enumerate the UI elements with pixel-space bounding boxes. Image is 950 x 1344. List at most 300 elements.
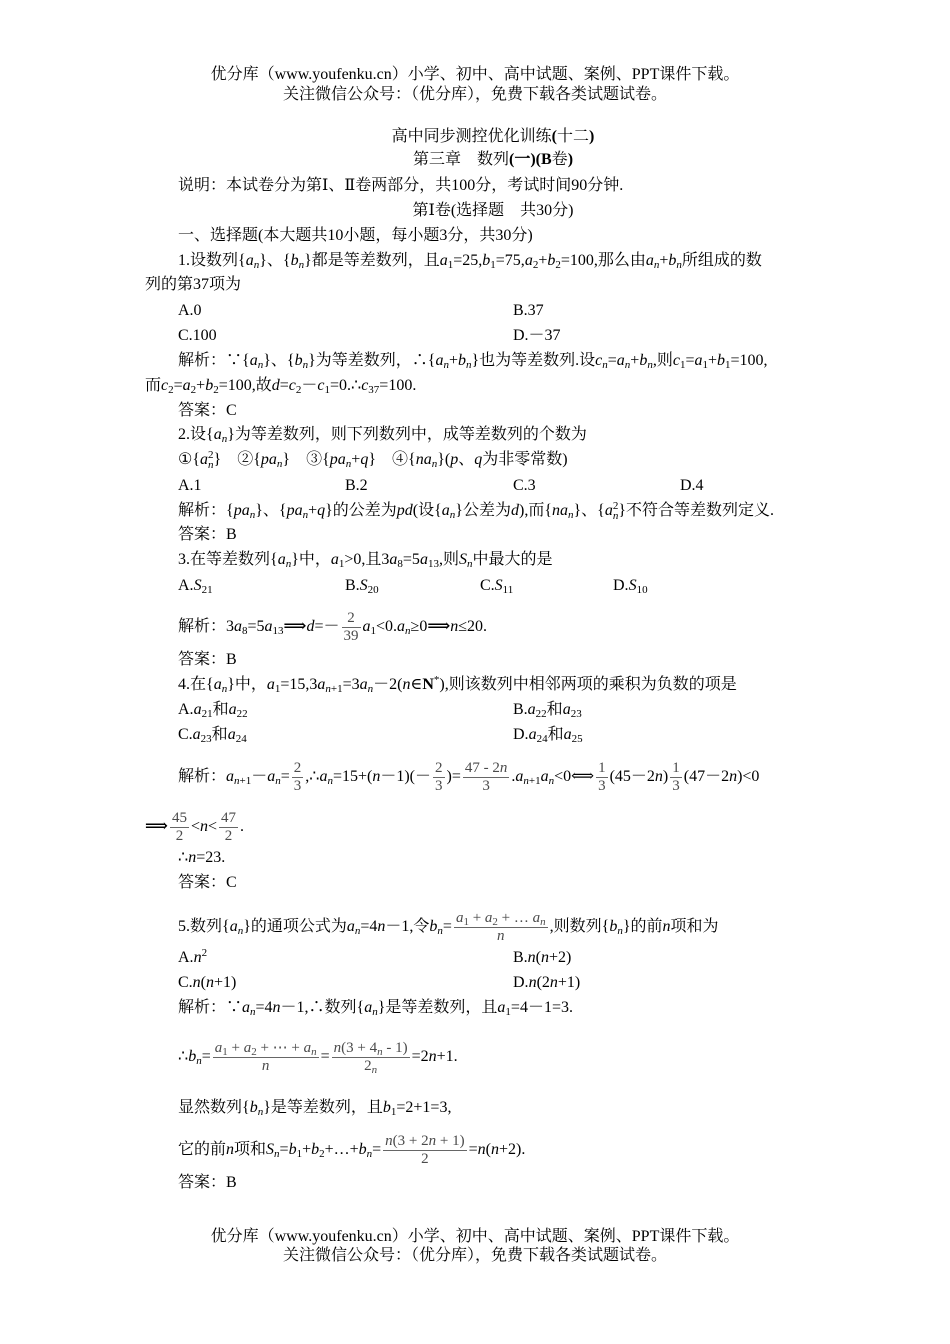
question-5-stem	[178, 910, 719, 944]
text-run: D.	[613, 577, 629, 594]
text-run: 第三章 数列	[412, 151, 509, 168]
text-run: =	[442, 918, 452, 936]
math-variable: n	[477, 1141, 486, 1159]
math-variable: n	[206, 974, 214, 991]
text-run: 解析：∵	[178, 999, 243, 1016]
text-run: )<0	[737, 768, 760, 786]
math-variable: n	[192, 974, 201, 991]
math-variable: a	[484, 910, 493, 926]
subscript: 1	[338, 558, 345, 570]
subscript: 2	[492, 916, 498, 928]
math-variable: a	[200, 451, 209, 468]
math-variable: n	[372, 768, 381, 786]
subscript-variable: n	[311, 1046, 317, 1058]
subscript-variable: n	[253, 259, 260, 271]
math-variable: a	[245, 252, 254, 269]
text-run: 1	[672, 760, 680, 776]
text-run: =5	[402, 551, 420, 568]
subscript-variable: n	[367, 683, 374, 695]
question-5-option-a	[178, 948, 207, 968]
fraction-denominator	[454, 928, 548, 945]
math-variable: n	[450, 618, 459, 636]
text-run: 3	[293, 778, 302, 794]
text-run: 和	[212, 701, 229, 718]
subscript: 1	[679, 359, 686, 371]
subscript-variable: n	[624, 359, 631, 371]
math-variable: a	[213, 426, 222, 443]
bold-text: N	[422, 676, 434, 693]
fraction-denominator	[170, 828, 189, 845]
subscript: 1	[702, 359, 708, 371]
text-run: 3	[482, 778, 490, 794]
question-1-analysis-line-1	[178, 351, 768, 371]
fraction-numerator	[170, 810, 189, 828]
fraction-numerator	[219, 810, 238, 828]
subscript: 2	[532, 259, 539, 271]
math-variable: pa	[260, 451, 277, 468]
text-run: 2.设{	[178, 426, 214, 443]
text-run: 2	[435, 760, 443, 776]
math-variable: a	[317, 676, 326, 693]
text-run: }、{	[573, 502, 605, 519]
text-run: =25,	[453, 252, 483, 269]
subscript: 1	[370, 625, 377, 638]
question-1-stem-line-1	[178, 251, 762, 271]
question-4-option-a	[178, 700, 248, 720]
math-variable: na	[415, 451, 432, 468]
question-5-option-d	[513, 973, 580, 993]
text-run: =2	[411, 1048, 429, 1066]
text-run: +	[351, 451, 361, 468]
subscript: 20	[367, 584, 379, 596]
text-run: (设{	[412, 502, 442, 519]
math-variable: S	[193, 577, 202, 594]
text-run: =3	[342, 676, 360, 693]
text-run: <	[207, 818, 217, 836]
math-variable: a	[563, 726, 572, 743]
fraction-denominator	[213, 1058, 319, 1075]
text-run: 解析：{	[178, 502, 234, 519]
math-variable: b	[717, 352, 726, 369]
subscript: 21	[201, 708, 213, 720]
text-run: 和	[211, 726, 228, 743]
question-3-analysis	[178, 610, 488, 644]
text-run: +1)	[557, 974, 581, 991]
fraction-denominator	[219, 828, 238, 845]
text-run: <0⟺	[554, 768, 595, 786]
text-run: }中，	[227, 676, 267, 693]
subscript-variable: n	[449, 509, 456, 521]
question-5-analysis-line-2	[178, 1040, 458, 1076]
question-2-option-d	[680, 476, 704, 496]
math-variable: a	[277, 551, 286, 568]
fraction	[463, 760, 510, 795]
math-variable: a	[226, 768, 235, 786]
math-variable: a	[243, 1040, 252, 1056]
text-run: A.	[178, 949, 194, 966]
text-run: +	[707, 352, 718, 369]
subscript-variable: n	[257, 1106, 264, 1118]
subscript-variable: n	[465, 359, 472, 371]
fraction-denominator	[670, 778, 682, 795]
fraction-numerator	[342, 610, 361, 628]
subscript-variable: n	[276, 458, 283, 470]
question-2-option-b	[345, 476, 368, 496]
text-run: + ⋯ +	[256, 1040, 304, 1056]
math-variable: c	[317, 377, 325, 394]
text-run: =	[468, 1141, 478, 1159]
bold-text: )	[567, 151, 574, 168]
text-run: ),则该数列中相邻两项的乘积为负数的项是	[439, 676, 737, 693]
fraction-numerator	[383, 1133, 466, 1151]
math-variable: b	[288, 1141, 297, 1159]
math-variable: pa	[329, 451, 346, 468]
math-variable: a	[303, 1040, 312, 1056]
text-run: 5.数列{	[178, 918, 230, 936]
text-run: .	[511, 768, 516, 786]
text-run: +	[227, 1040, 244, 1056]
question-3-option-c	[480, 576, 513, 596]
math-variable: b	[668, 252, 677, 269]
text-run: 4.在{	[178, 676, 214, 693]
text-run: =	[607, 352, 617, 369]
text-run: －2(	[373, 676, 403, 693]
fraction-denominator	[342, 628, 361, 645]
subscript-variable: n	[653, 259, 660, 271]
subscript-variable: n	[548, 775, 555, 788]
text-run: =75,	[495, 252, 525, 269]
subscript-variable: n	[617, 925, 623, 938]
math-variable: b	[382, 1099, 391, 1116]
fraction	[170, 810, 189, 845]
math-variable: a	[267, 768, 276, 786]
fraction-denominator	[332, 1058, 410, 1075]
text-run: =	[280, 768, 290, 786]
math-variable: d	[271, 377, 280, 394]
text-run: }为等差数列，∴{	[308, 352, 436, 369]
superscript: 2	[208, 449, 214, 462]
math-variable: n	[188, 849, 197, 866]
question-1-option-b	[513, 301, 544, 321]
math-variable: S	[628, 577, 637, 594]
math-variable: a	[694, 352, 703, 369]
subscript-variable: n	[257, 359, 264, 371]
math-variable: c	[672, 352, 680, 369]
question-4-option-d	[513, 725, 583, 745]
text-run: A.	[178, 577, 194, 594]
subscript: 23	[200, 733, 212, 745]
text-run: ∴	[178, 1048, 189, 1066]
math-variable: d	[306, 618, 315, 636]
text-run: C.	[480, 577, 495, 594]
question-2-items	[178, 450, 568, 470]
text-run: (	[200, 974, 206, 991]
text-run: B.	[513, 701, 528, 718]
text-run: A.0	[178, 302, 202, 319]
math-variable: a	[362, 618, 371, 636]
math-variable: a	[193, 701, 202, 718]
subscript-variable: n	[249, 509, 256, 521]
text-run: (3 + 2	[392, 1133, 429, 1149]
math-variable: n	[333, 1040, 342, 1056]
question-3-option-b	[345, 576, 379, 596]
text-run: －1,令	[385, 918, 430, 936]
text-run: 39	[343, 628, 359, 644]
subscript: 1	[324, 384, 330, 396]
subscript: 22	[236, 708, 248, 720]
math-variable: n	[497, 928, 505, 944]
math-variable: a	[419, 551, 428, 568]
subscript-variable: n	[568, 509, 574, 521]
text-run: =100,	[730, 352, 768, 369]
math-variable: a	[562, 701, 571, 718]
question-2-option-a	[178, 476, 202, 496]
text-run: D.	[513, 974, 529, 991]
bold-text: ⟹	[283, 618, 307, 636]
math-variable: b	[639, 352, 648, 369]
math-variable: n	[428, 1048, 437, 1066]
text-run: +	[302, 1141, 312, 1159]
math-variable: b	[358, 1141, 367, 1159]
subscript-variable: n	[298, 259, 305, 271]
text-run: +…+	[324, 1141, 359, 1159]
fraction-denominator	[292, 778, 304, 795]
header-promo-line: 优分库（www.youfenku.cn）小学、初中、高中试题、案例、PPT课件下载。	[210, 66, 740, 83]
subscript: 2	[319, 1148, 325, 1161]
text-run: 高中同步测控优化训练	[391, 128, 552, 145]
fraction	[342, 610, 361, 645]
math-variable: b	[457, 352, 466, 369]
subscript-variable: n	[325, 683, 331, 695]
question-4-analysis-line-3	[178, 848, 225, 868]
text-run: <0.	[376, 618, 398, 636]
subscript-variable: n	[523, 775, 529, 788]
text-run: 47 - 2	[464, 760, 500, 776]
text-run: =0.∴	[329, 377, 362, 394]
question-5-analysis-line-3	[178, 1098, 451, 1118]
fraction	[433, 760, 445, 795]
text-run: ≥0	[410, 618, 428, 636]
text-run: ,则	[652, 352, 673, 369]
math-variable: a	[397, 618, 406, 636]
text-run: <	[190, 818, 200, 836]
text-run: 1	[598, 760, 606, 776]
text-run: B.	[345, 577, 360, 594]
text-run: 十二	[557, 128, 590, 145]
text-run: (	[535, 949, 541, 966]
question-4-analysis-line-1	[178, 760, 760, 794]
text-run: }不符合等差数列定义.	[618, 502, 775, 519]
math-variable: c	[161, 377, 169, 394]
question-4-answer: 答案：C	[178, 874, 237, 891]
superscript: 2	[612, 500, 619, 513]
subscript-variable: n	[371, 1064, 378, 1076]
math-variable: a	[359, 676, 368, 693]
subscript: 23	[570, 708, 582, 720]
text-run: 和	[547, 726, 564, 743]
text-run: D.4	[680, 477, 704, 494]
text-run: =100.	[379, 377, 417, 394]
text-run: }的前	[622, 918, 663, 936]
text-run: 解析：∵{	[178, 352, 250, 369]
subscript: 13	[427, 558, 439, 570]
math-variable: n	[527, 949, 536, 966]
fraction	[219, 810, 238, 845]
math-variable: a	[645, 252, 654, 269]
subscript-variable: n	[302, 509, 309, 521]
fraction-denominator	[463, 778, 510, 795]
math-variable: a	[192, 726, 201, 743]
math-variable: a	[228, 701, 237, 718]
fraction-numerator	[596, 760, 608, 778]
subscript: 2	[213, 384, 219, 396]
math-variable: a	[441, 502, 450, 519]
text-run: )	[662, 768, 669, 786]
subscript: 1	[505, 1006, 511, 1018]
text-run: =15,3	[280, 676, 318, 693]
text-run: }都是等差数列，且	[304, 252, 440, 269]
math-variable: a	[214, 1040, 223, 1056]
question-3-answer: 答案：B	[178, 651, 237, 668]
text-run: (45－2	[609, 768, 655, 786]
text-run: ,则数列{	[549, 918, 610, 936]
math-variable: b	[249, 1099, 258, 1116]
chapter-title	[193, 150, 793, 170]
math-variable: a	[227, 726, 236, 743]
text-run: B.37	[513, 302, 544, 319]
math-variable: a	[527, 701, 536, 718]
text-run: B.	[513, 949, 528, 966]
fraction	[383, 1133, 466, 1168]
question-5-answer: 答案：B	[178, 1174, 237, 1191]
fraction	[332, 1040, 410, 1075]
text-run: }、{	[255, 502, 287, 519]
question-2-stem	[178, 425, 587, 445]
text-run: 所组成的数	[681, 252, 762, 269]
text-run: +1)	[214, 974, 237, 991]
math-variable: a	[213, 676, 222, 693]
text-run: 卷	[551, 151, 568, 168]
text-run: 1.设数列{	[178, 252, 246, 269]
question-5-option-b	[513, 948, 571, 968]
question-3-option-d	[613, 576, 648, 596]
subscript-variable: n	[208, 459, 214, 472]
text-run: 显然数列{	[178, 1099, 250, 1116]
text-run: +2)	[549, 949, 572, 966]
text-run: =	[279, 377, 289, 394]
math-variable: n	[428, 1133, 437, 1149]
subscript-variable: n	[372, 1006, 378, 1018]
math-variable: a	[497, 999, 506, 1016]
subscript-variable: n	[327, 775, 333, 788]
math-variable: a	[234, 618, 243, 636]
question-1-option-d	[513, 326, 561, 346]
question-4-analysis-line-2	[145, 810, 244, 844]
fraction	[292, 760, 304, 795]
text-run: }的公差为	[325, 502, 397, 519]
text-run: } ④{	[368, 451, 416, 468]
text-run: +2).	[498, 1141, 526, 1159]
math-variable: n	[272, 999, 281, 1016]
math-variable: n	[199, 818, 208, 836]
fraction-numerator	[463, 760, 510, 778]
math-variable: q	[317, 502, 326, 519]
text-run: A.	[178, 701, 194, 718]
subscript: 37	[368, 384, 380, 396]
math-variable: pa	[233, 502, 250, 519]
text-run: }也为等差数列.设	[471, 352, 596, 369]
math-variable: n	[402, 676, 411, 693]
text-run: =－	[314, 618, 340, 636]
subscript-variable: n	[237, 925, 244, 938]
text-run: 3	[435, 778, 443, 794]
question-5-analysis-line-1	[178, 998, 573, 1018]
text-run: 、	[458, 451, 475, 468]
math-variable: S	[266, 1141, 275, 1159]
text-run: }公差为	[455, 502, 511, 519]
text-run: 3	[598, 778, 606, 794]
subscript: 1	[725, 359, 731, 371]
text-run: .	[240, 818, 244, 836]
math-variable: d	[510, 502, 519, 519]
text-run: －1,∴数列{	[280, 999, 365, 1016]
subscript: +1	[239, 775, 252, 788]
text-run: 它的前	[178, 1141, 227, 1159]
text-run: +	[468, 910, 485, 926]
math-variable: S	[359, 577, 368, 594]
subscript: 11	[502, 584, 514, 596]
subscript: 2	[295, 384, 302, 396]
subscript: 21	[201, 584, 213, 596]
text-run: 3.在等差数列{	[178, 551, 278, 568]
bold-text: (一)(B	[509, 151, 552, 168]
text-run: =	[279, 1141, 289, 1159]
text-run: =15+(	[332, 768, 373, 786]
subscript: 1	[274, 683, 281, 695]
subscript-variable: n	[377, 1046, 383, 1058]
subscript-variable: n	[275, 775, 281, 788]
math-variable: n	[226, 1141, 235, 1159]
math-variable: a	[616, 352, 625, 369]
text-run: 2	[293, 760, 302, 776]
subscript-variable: n	[431, 458, 438, 470]
subscript: 8	[397, 558, 403, 570]
text-run: 3	[672, 778, 680, 794]
text-run: 中最大的是	[472, 551, 553, 568]
text-run: D.－37	[513, 327, 561, 344]
text-run: =4	[360, 918, 378, 936]
exam-instructions: 说明：本试卷分为第Ⅰ、Ⅱ卷两部分，共100分，考试时间90分钟.	[178, 177, 624, 194]
fraction	[670, 760, 682, 795]
math-variable: n	[541, 949, 549, 966]
text-run: + 1)	[436, 1133, 465, 1149]
math-variable: a	[249, 352, 258, 369]
math-variable: a	[264, 618, 273, 636]
math-variable: n	[385, 1133, 393, 1149]
math-variable: n	[377, 918, 386, 936]
math-variable: a	[364, 999, 373, 1016]
math-variable: a	[229, 918, 238, 936]
text-run: (3 + 4	[341, 1040, 378, 1056]
subscript: 24	[235, 733, 247, 745]
text-run: C.	[178, 974, 193, 991]
math-variable: a	[540, 768, 549, 786]
subscript-variable: n	[302, 359, 309, 371]
text-run: (2	[536, 974, 550, 991]
text-run: =2+1=3,	[396, 1099, 452, 1116]
text-run: =4－1=3.	[510, 999, 573, 1016]
math-variable: S	[458, 551, 467, 568]
